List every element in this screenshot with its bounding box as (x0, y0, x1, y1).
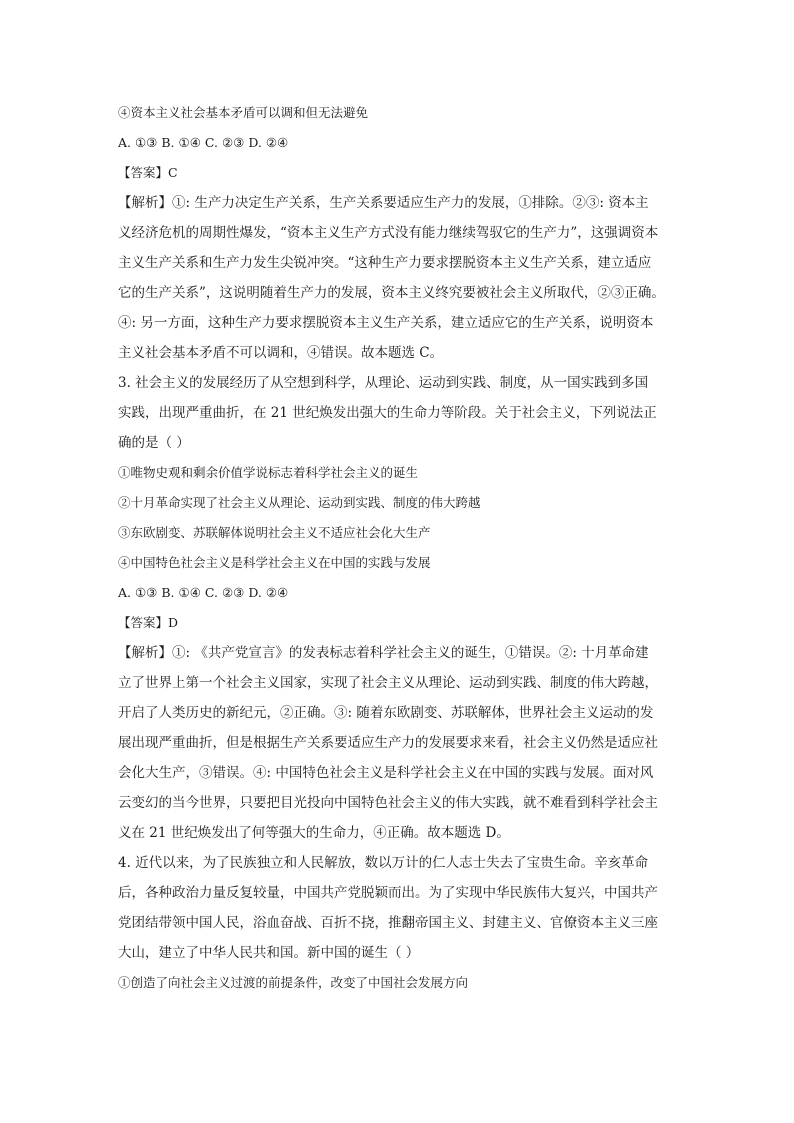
question-line: 大山，建立了中华人民共和国。新中国的诞生（ ） (118, 945, 420, 961)
question-line: 实践，出现严重曲折，在 21 世纪焕发出强大的生命力等阶段。关于社会主义，下列说法正 (118, 405, 657, 421)
option-line-1: ①唯物史观和剩余价值学说标志着科学社会主义的诞生 (118, 465, 419, 480)
answer-choices: A. ①③ B. ①④ C. ②③ D. ②④ (118, 135, 289, 150)
option-line-4: ④中国特色社会主义是科学社会主义在中国的实践与发展 (118, 555, 431, 570)
analysis-line: 展出现严重曲折，但是根据生产关系要适应生产力的发展要求来看，社会主义仍然是适应社 (118, 735, 658, 751)
option-line-4: ④资本主义社会基本矛盾可以调和但无法避免 (118, 105, 369, 120)
answer-choices: A. ①③ B. ①④ C. ②③ D. ②④ (118, 585, 289, 600)
question-line: 3. 社会主义的发展经历了从空想到科学，从理论、运动到实践、制度，从一国实践到多国 (118, 375, 649, 391)
analysis-line: 义在 21 世纪焕发出了何等强大的生命力，④正确。故本题选 D。 (118, 825, 510, 841)
analysis-line: 【解析】①: 生产力决定生产关系，生产关系要适应生产力的发展，①排除。②③: 资本主 (118, 195, 649, 211)
analysis-line: 它的生产关系”，这说明随着生产力的发展，资本主义终究要被社会主义所取代，②③正确。 (118, 285, 665, 301)
analysis-line: 【解析】①: 《共产党宣言》的发表标志着科学社会主义的诞生，①错误。②: 十月革命建 (118, 645, 649, 661)
analysis-line: 会化大生产，③错误。④: 中国特色社会主义是科学社会主义在中国的实践与发展。面对风 (118, 765, 654, 781)
answer-label: 【答案】C (118, 165, 178, 180)
analysis-line: 主义生产关系和生产力发生尖锐冲突。“这种生产力要求摆脱资本主义生产关系，建立适应 (118, 255, 652, 271)
option-line-1: ①创造了向社会主义过渡的前提条件，改变了中国社会发展方向 (118, 975, 469, 990)
option-line-2: ②十月革命实现了社会主义从理论、运动到实践、制度的伟大跨越 (118, 495, 481, 510)
analysis-line: 主义社会基本矛盾不可以调和，④错误。故本题选 C。 (118, 345, 444, 361)
question-line: 确的是（ ） (118, 435, 190, 451)
analysis-line: ④: 另一方面，这种生产力要求摆脱资本主义生产关系，建立适应它的生产关系，说明资本 (118, 315, 654, 331)
document-page (118, 98, 678, 998)
option-line-3: ③东欧剧变、苏联解体说明社会主义不适应社会化大生产 (118, 525, 431, 540)
question-line: 党团结带领中国人民，浴血奋战、百折不挠，推翻帝国主义、封建主义、官僚资本主义三座 (118, 915, 658, 931)
analysis-line: 开启了人类历史的新纪元，②正确。③: 随着东欧剧变、苏联解体，世界社会主义运动的发 (118, 705, 654, 721)
analysis-line: 立了世界上第一个社会主义国家，实现了社会主义从理论、运动到实践、制度的伟大跨越， (118, 675, 658, 691)
answer-label: 【答案】D (118, 615, 179, 630)
question-line: 4. 近代以来，为了民族独立和人民解放，数以万计的仁人志士失去了宝贵生命。辛亥革命 (118, 855, 649, 871)
analysis-line: 义经济危机的周期性爆发，“资本主义生产方式没有能力继续驾驭它的生产力”，这强调资本 (118, 225, 659, 241)
analysis-line: 云变幻的当今世界，只要把目光投向中国特色社会主义的伟大实践，就不难看到科学社会主 (118, 795, 658, 811)
question-line: 后，各种政治力量反复较量，中国共产党脱颖而出。为了实现中华民族伟大复兴，中国共产 (118, 885, 658, 901)
